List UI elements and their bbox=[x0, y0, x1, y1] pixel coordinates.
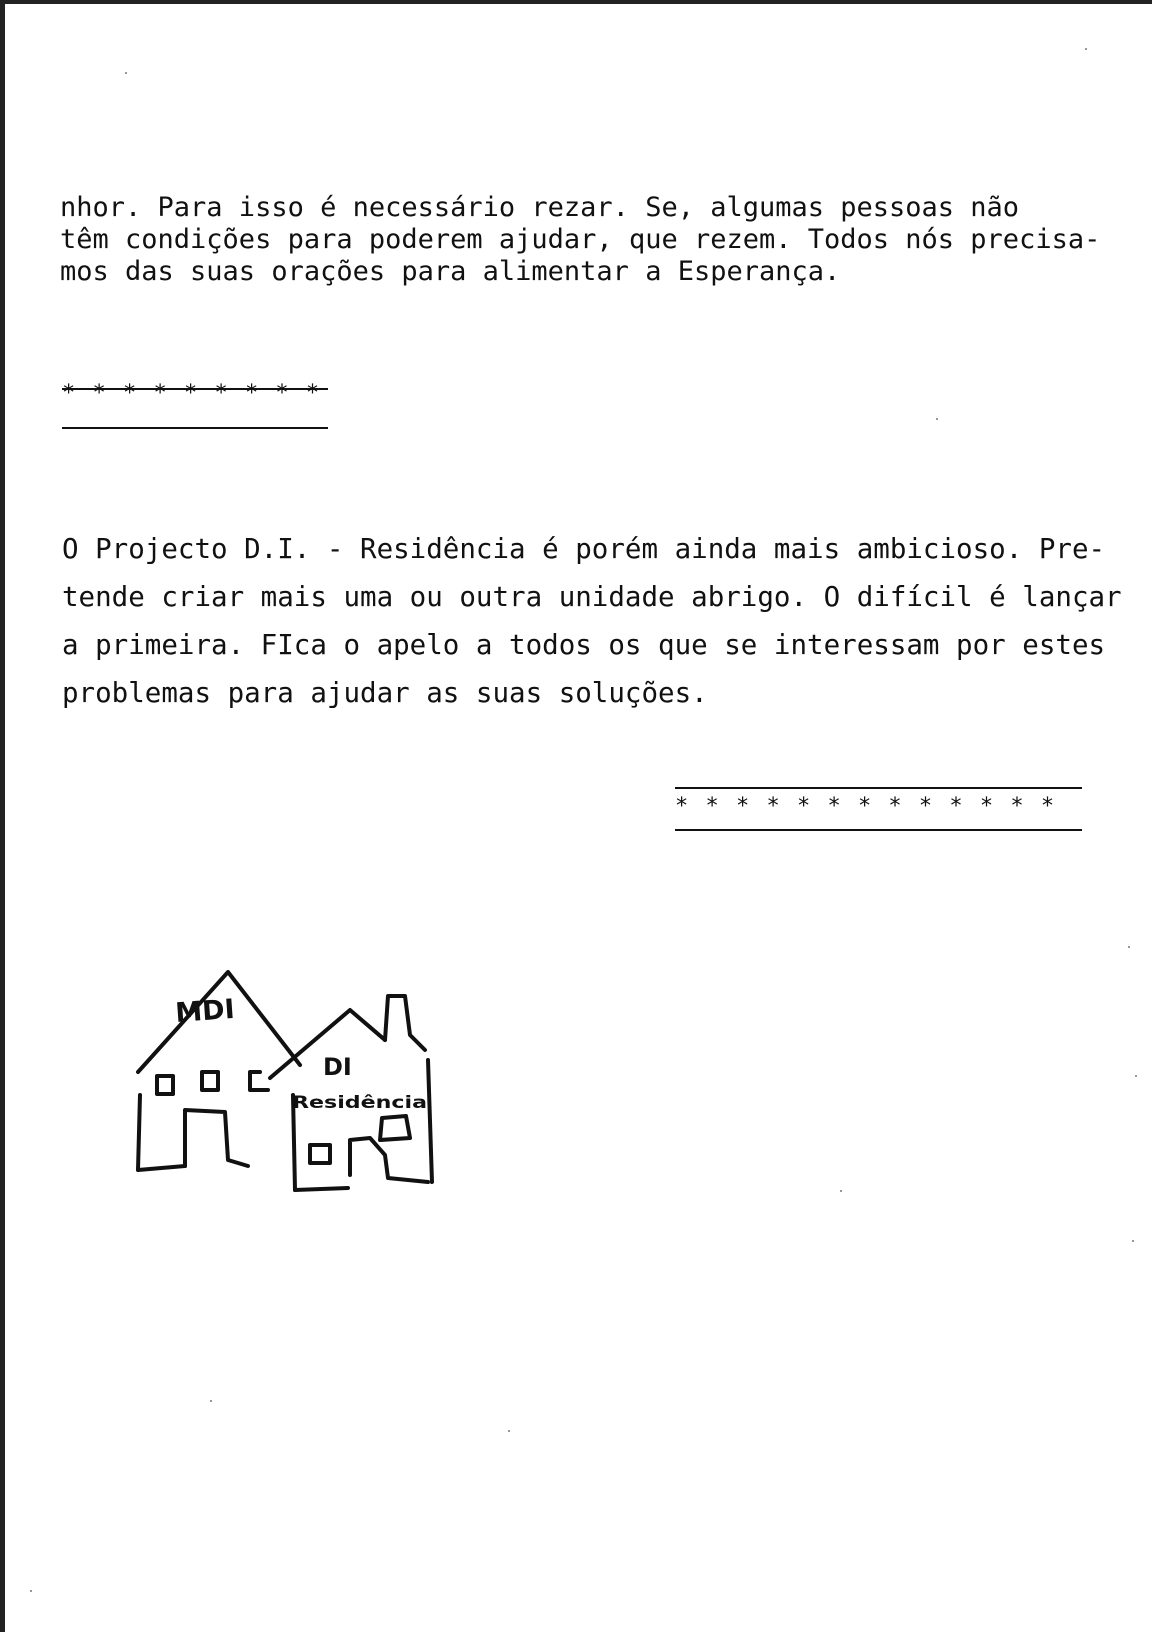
paragraph-line: O Projecto D.I. - Residência é porém ainda mais ambicioso. Pre- bbox=[62, 533, 1106, 565]
house-right-wall-bottom bbox=[295, 1188, 348, 1190]
house-right-window-1 bbox=[310, 1145, 330, 1163]
scan-speck bbox=[30, 1590, 32, 1592]
scan-speck bbox=[1085, 48, 1087, 50]
house-left-window-3 bbox=[250, 1072, 268, 1090]
house-left-door bbox=[185, 1110, 248, 1166]
paragraph-line: têm condições para poderem ajudar, que rezem. Todos nós precisa- bbox=[60, 224, 1101, 255]
paragraph-prayer bbox=[60, 192, 1110, 288]
scan-speck bbox=[508, 1430, 510, 1432]
house-right-wall-right bbox=[428, 1060, 432, 1182]
drawing-label-residencia: Residência bbox=[292, 1093, 427, 1113]
scan-speck bbox=[1132, 1240, 1134, 1242]
paragraph-line: nhor. Para isso é necessário rezar. Se, algumas pessoas não bbox=[60, 192, 1020, 223]
house-left-window-2 bbox=[202, 1072, 218, 1090]
house-left-wall-left bbox=[138, 1095, 140, 1170]
separator-asterisks: * * * * * * * * * bbox=[62, 381, 322, 406]
paragraph-line: a primeira. FIca o apelo a todos os que se interessam por estes bbox=[62, 629, 1106, 661]
scan-speck bbox=[1135, 1075, 1137, 1077]
page-border-top bbox=[0, 0, 1152, 4]
drawing-label-mdi: MDI bbox=[174, 993, 236, 1029]
scan-speck bbox=[936, 418, 938, 420]
page-border-left bbox=[0, 0, 5, 1632]
drawing-label-di: DI bbox=[323, 1053, 352, 1081]
house-left-wall-bottom bbox=[138, 1166, 185, 1170]
paragraph-line: problemas para ajudar as suas soluções. bbox=[62, 677, 708, 709]
house-left-window-1 bbox=[157, 1076, 173, 1094]
separator-rule-bottom bbox=[675, 829, 1082, 831]
house-right-door bbox=[350, 1138, 428, 1182]
separator-asterisks: * * * * * * * * * * * * * bbox=[675, 794, 1057, 819]
scan-speck bbox=[1128, 946, 1130, 948]
paragraph-line: tende criar mais uma ou outra unidade abrigo. O difícil é lançar bbox=[62, 581, 1122, 613]
scan-speck bbox=[125, 72, 127, 74]
separator-rule-bottom bbox=[62, 427, 328, 429]
house-right-chimney bbox=[385, 996, 425, 1050]
separator-rule-top bbox=[675, 787, 1082, 789]
scan-speck bbox=[210, 1400, 212, 1402]
houses-drawing bbox=[110, 960, 460, 1210]
paragraph-line: mos das suas orações para alimentar a Esperança. bbox=[60, 256, 841, 287]
paragraph-project bbox=[62, 525, 1122, 717]
house-right-window-2 bbox=[380, 1116, 410, 1140]
scan-speck bbox=[840, 1190, 842, 1192]
